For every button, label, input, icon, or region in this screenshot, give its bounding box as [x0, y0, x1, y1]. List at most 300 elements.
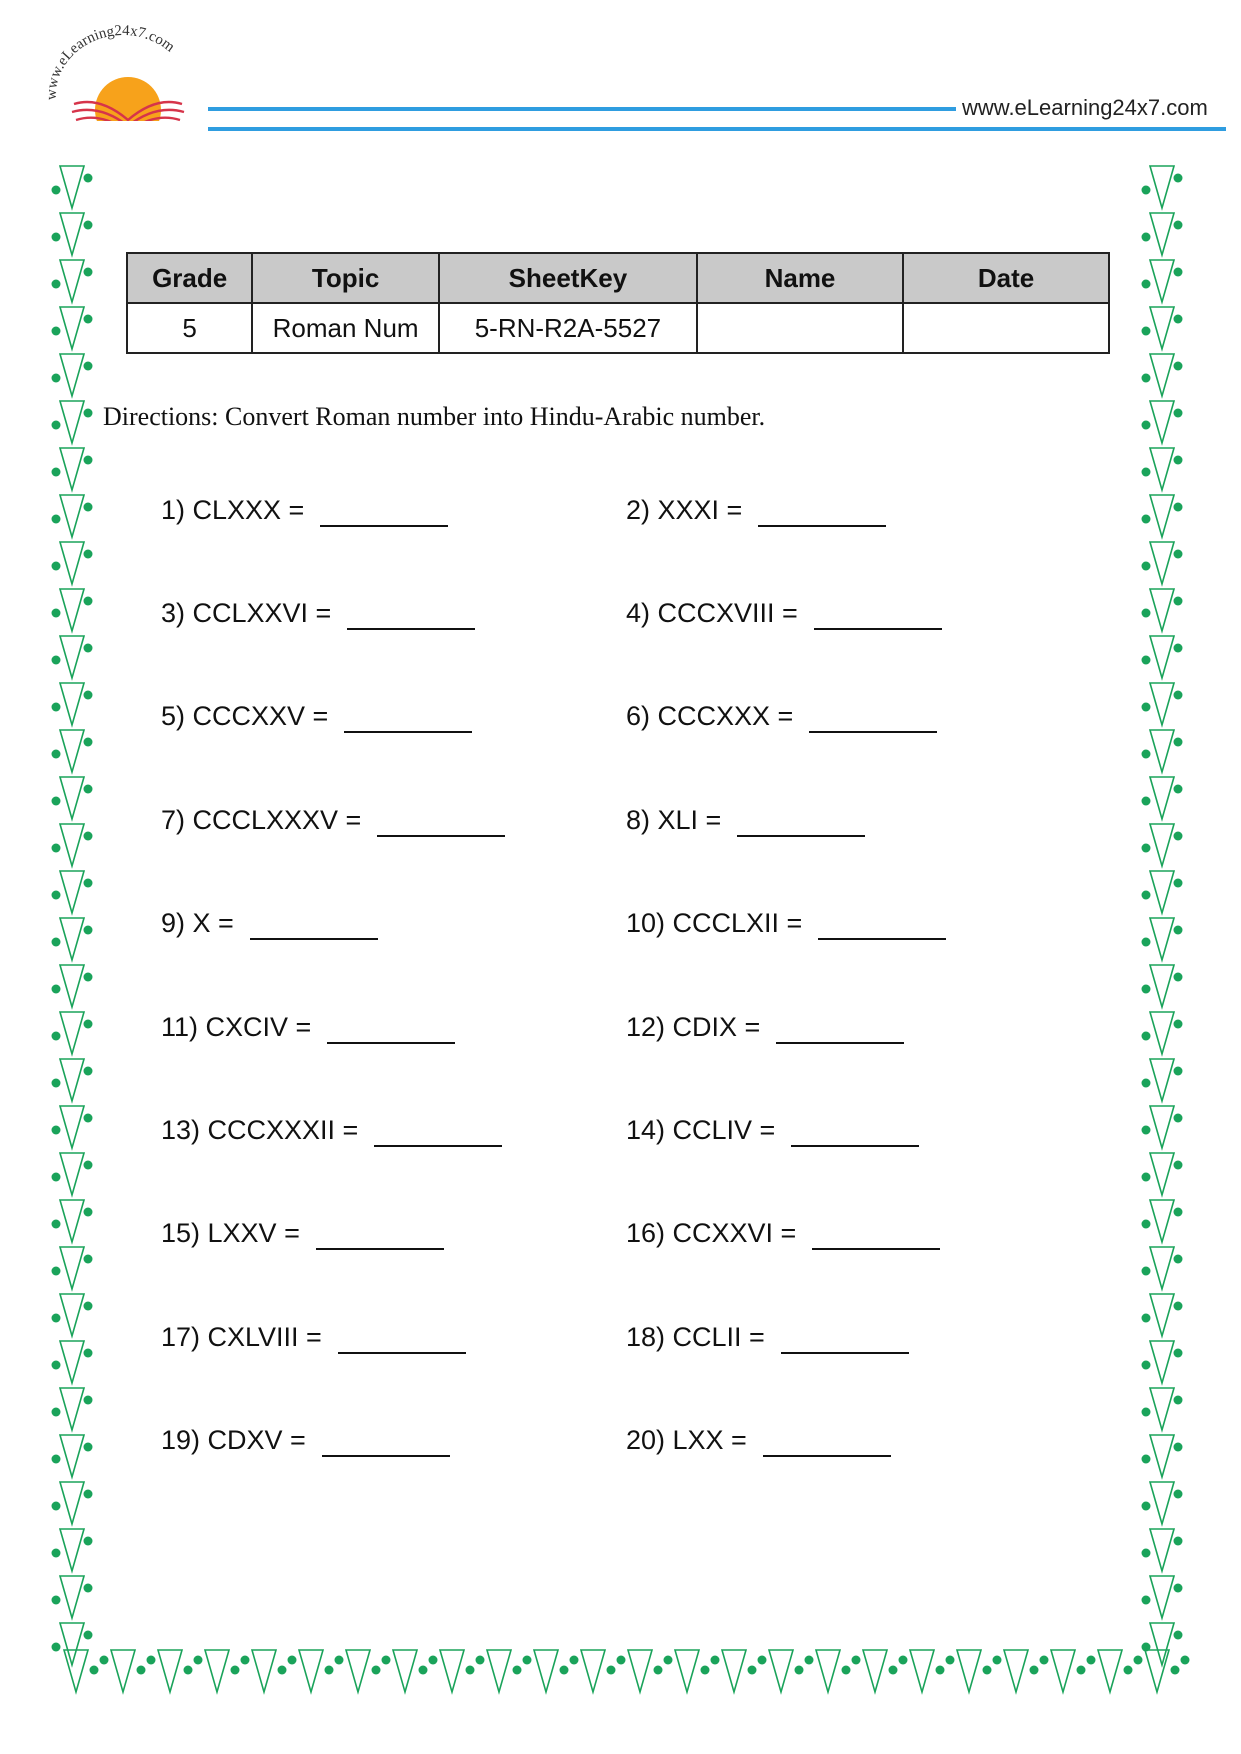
question-text: 18) CCLII = [626, 1322, 765, 1352]
answer-blank[interactable] [344, 730, 472, 733]
border-triangle [60, 1247, 84, 1289]
border-triangle [205, 1650, 229, 1692]
border-triangle [1150, 871, 1174, 913]
border-dot [90, 1666, 99, 1675]
border-dot [84, 832, 93, 841]
border-dot [946, 1656, 955, 1665]
border-dot [52, 797, 61, 806]
date-field[interactable] [903, 303, 1109, 353]
border-dot [1142, 280, 1151, 289]
border-dot [617, 1656, 626, 1665]
border-triangle [60, 683, 84, 725]
border-dot [84, 738, 93, 747]
border-dot [1174, 174, 1183, 183]
border-triangle [1150, 683, 1174, 725]
question-text: 15) LXXV = [161, 1218, 300, 1248]
border-dot [1174, 1302, 1183, 1311]
border-bottom [44, 1640, 1194, 1700]
question-item [626, 598, 942, 629]
question-text: 19) CDXV = [161, 1425, 306, 1455]
border-triangle [60, 307, 84, 349]
border-dot [1174, 1208, 1183, 1217]
question-text: 4) CCCXVIII = [626, 598, 798, 628]
answer-blank[interactable] [338, 1351, 466, 1354]
question-item [626, 1218, 940, 1249]
border-dot [1142, 1408, 1151, 1417]
border-triangle [1150, 1388, 1174, 1430]
border-dot [1134, 1656, 1143, 1665]
info-table-header-row [127, 253, 1109, 303]
border-dot [429, 1656, 438, 1665]
border-dot [1142, 1549, 1151, 1558]
border-dot [1174, 1114, 1183, 1123]
border-dot [84, 1208, 93, 1217]
border-dot [1174, 503, 1183, 512]
border-triangle [1150, 213, 1174, 255]
header-url: www.eLearning24x7.com [962, 95, 1208, 120]
border-triangle [60, 871, 84, 913]
border-dot [52, 280, 61, 289]
answer-blank[interactable] [776, 1041, 904, 1044]
topic-value: Roman Num [252, 303, 439, 353]
border-triangle [60, 589, 84, 631]
border-dot [278, 1666, 287, 1675]
border-triangle [60, 401, 84, 443]
border-dot [1142, 656, 1151, 665]
border-dot [1174, 1396, 1183, 1405]
border-dot [1142, 985, 1151, 994]
border-dot [1174, 409, 1183, 418]
border-triangle [60, 1059, 84, 1101]
border-dot [1174, 1067, 1183, 1076]
border-triangle [1150, 495, 1174, 537]
border-triangle [1150, 1106, 1174, 1148]
border-dot [523, 1656, 532, 1665]
border-dot [1142, 1032, 1151, 1041]
question-item [161, 1322, 466, 1353]
border-dot [231, 1666, 240, 1675]
question-text: 11) CXCIV = [161, 1012, 312, 1042]
question-item [626, 1012, 904, 1043]
border-triangle [440, 1650, 464, 1692]
border-dot [1174, 1490, 1183, 1499]
answer-blank[interactable] [781, 1351, 909, 1354]
answer-blank[interactable] [818, 937, 946, 940]
border-triangle [60, 260, 84, 302]
info-table-value-row [127, 303, 1109, 353]
border-triangle [60, 1482, 84, 1524]
border-triangle [1150, 1200, 1174, 1242]
border-dot [1174, 550, 1183, 559]
border-dot [1174, 1443, 1183, 1452]
border-dot [84, 1349, 93, 1358]
question-item [161, 1012, 455, 1043]
border-triangle [60, 636, 84, 678]
border-triangle [1150, 1294, 1174, 1336]
border-triangle [60, 965, 84, 1007]
border-triangle [1150, 166, 1174, 208]
border-triangle [1098, 1650, 1122, 1692]
border-dot [52, 374, 61, 383]
answer-blank[interactable] [347, 627, 475, 630]
border-triangle [1150, 401, 1174, 443]
border-triangle [60, 1529, 84, 1571]
border-triangle [60, 1106, 84, 1148]
answer-blank[interactable] [374, 1144, 502, 1147]
border-right [1134, 162, 1194, 1702]
border-dot [1174, 691, 1183, 700]
answer-blank[interactable] [322, 1454, 450, 1457]
question-item [626, 1425, 891, 1456]
border-triangle [64, 1650, 88, 1692]
border-triangle [1150, 448, 1174, 490]
border-dot [52, 703, 61, 712]
border-dot [1174, 1631, 1183, 1640]
border-dot [52, 1173, 61, 1182]
question-item [626, 1322, 909, 1353]
border-triangle [1150, 589, 1174, 631]
border-triangle [60, 730, 84, 772]
border-dot [1174, 1255, 1183, 1264]
border-dot [1174, 1349, 1183, 1358]
answer-blank[interactable] [814, 627, 942, 630]
border-triangle [1150, 1435, 1174, 1477]
border-dot [84, 315, 93, 324]
border-dot [805, 1656, 814, 1665]
border-triangle [60, 213, 84, 255]
border-dot [560, 1666, 569, 1675]
question-item [161, 805, 505, 836]
border-triangle [1150, 1012, 1174, 1054]
border-dot [513, 1666, 522, 1675]
question-item [161, 908, 378, 939]
border-dot [1124, 1666, 1133, 1675]
border-dot [1142, 515, 1151, 524]
border-dot [795, 1666, 804, 1675]
header-name: Name [697, 253, 903, 303]
border-dot [241, 1656, 250, 1665]
question-text: 7) CCCLXXXV = [161, 805, 362, 835]
border-dot [52, 468, 61, 477]
border-dot [1142, 327, 1151, 336]
border-dot [993, 1656, 1002, 1665]
border-triangle [487, 1650, 511, 1692]
answer-blank[interactable] [758, 524, 886, 527]
border-dot [84, 362, 93, 371]
answer-blank[interactable] [316, 1247, 444, 1250]
elearning-logo [44, 22, 214, 152]
border-dot [1174, 221, 1183, 230]
border-dot [52, 1361, 61, 1370]
border-left [44, 162, 104, 1702]
border-dot [1142, 1173, 1151, 1182]
border-dot [52, 938, 61, 947]
border-dot [899, 1656, 908, 1665]
border-dot [1142, 1455, 1151, 1464]
question-text: 14) CCLIV = [626, 1115, 776, 1145]
border-triangle [1150, 542, 1174, 584]
border-dot [664, 1656, 673, 1665]
border-triangle [1145, 1650, 1169, 1692]
border-triangle [60, 1012, 84, 1054]
border-dot [758, 1656, 767, 1665]
question-text: 1) CLXXX = [161, 495, 305, 525]
question-item [161, 1218, 444, 1249]
question-text: 6) CCCXXX = [626, 701, 794, 731]
border-dot [570, 1656, 579, 1665]
border-dot [84, 1584, 93, 1593]
border-dot [84, 1490, 93, 1499]
border-dot [1087, 1656, 1096, 1665]
border-triangle [393, 1650, 417, 1692]
border-triangle [1150, 636, 1174, 678]
border-dot [1142, 891, 1151, 900]
answer-blank[interactable] [737, 834, 865, 837]
border-triangle [1150, 307, 1174, 349]
border-dot [1174, 268, 1183, 277]
border-triangle [60, 1200, 84, 1242]
border-dot [52, 1220, 61, 1229]
info-table [126, 252, 1110, 354]
directions-text: Directions: Convert Roman number into Hindu-Arabic number. [103, 402, 766, 431]
border-dot [983, 1666, 992, 1675]
border-triangle [111, 1650, 135, 1692]
border-dot [1142, 186, 1151, 195]
border-dot [52, 609, 61, 618]
border-triangle [60, 1341, 84, 1383]
question-text: 5) CCCXXV = [161, 701, 329, 731]
question-item [626, 1115, 919, 1146]
border-triangle [60, 166, 84, 208]
border-dot [1040, 1656, 1049, 1665]
answer-blank[interactable] [250, 937, 378, 940]
border-triangle [60, 1153, 84, 1195]
border-triangle [1004, 1650, 1028, 1692]
answer-blank[interactable] [327, 1041, 455, 1044]
border-dot [52, 1126, 61, 1135]
border-dot [52, 1596, 61, 1605]
border-dot [84, 1067, 93, 1076]
border-dot [936, 1666, 945, 1675]
border-dot [476, 1656, 485, 1665]
border-dot [52, 233, 61, 242]
border-dot [84, 174, 93, 183]
border-dot [52, 562, 61, 571]
border-triangle [346, 1650, 370, 1692]
answer-blank[interactable] [791, 1144, 919, 1147]
border-triangle [60, 495, 84, 537]
question-item [626, 495, 886, 526]
border-dot [52, 1267, 61, 1276]
border-dot [1142, 1314, 1151, 1323]
border-triangle [60, 918, 84, 960]
border-dot [1142, 562, 1151, 571]
border-dot [84, 409, 93, 418]
border-triangle [60, 1294, 84, 1336]
border-triangle [1150, 730, 1174, 772]
border-dot [84, 456, 93, 465]
border-dot [52, 1455, 61, 1464]
border-dot [1174, 926, 1183, 935]
border-triangle [60, 1388, 84, 1430]
border-triangle [1150, 777, 1174, 819]
border-dot [84, 597, 93, 606]
question-item [161, 701, 472, 732]
border-triangle [1150, 1482, 1174, 1524]
border-dot [889, 1666, 898, 1675]
border-dot [1174, 1584, 1183, 1593]
border-dot [1142, 233, 1151, 242]
border-dot [335, 1656, 344, 1665]
border-dot [1174, 1537, 1183, 1546]
border-dot [52, 1502, 61, 1511]
header-sheetkey: SheetKey [439, 253, 697, 303]
border-dot [52, 1079, 61, 1088]
border-triangle [957, 1650, 981, 1692]
border-dot [1174, 738, 1183, 747]
border-dot [184, 1666, 193, 1675]
border-dot [194, 1656, 203, 1665]
border-dot [52, 844, 61, 853]
border-dot [1142, 468, 1151, 477]
border-dot [52, 421, 61, 430]
border-dot [419, 1666, 428, 1675]
answer-blank[interactable] [377, 834, 505, 837]
question-text: 20) LXX = [626, 1425, 747, 1455]
border-dot [52, 891, 61, 900]
border-dot [1174, 456, 1183, 465]
border-dot [1142, 374, 1151, 383]
border-dot [1174, 785, 1183, 794]
border-dot [1174, 597, 1183, 606]
border-triangle [1150, 1059, 1174, 1101]
border-dot [852, 1656, 861, 1665]
border-dot [84, 644, 93, 653]
border-dot [52, 656, 61, 665]
border-triangle [1150, 1341, 1174, 1383]
border-dot [84, 1255, 93, 1264]
border-dot [654, 1666, 663, 1675]
border-dot [1142, 1596, 1151, 1605]
question-text: 9) X = [161, 908, 234, 938]
border-triangle [722, 1650, 746, 1692]
border-dot [52, 327, 61, 336]
border-triangle [534, 1650, 558, 1692]
border-dot [1174, 362, 1183, 371]
border-dot [84, 973, 93, 982]
border-dot [84, 1631, 93, 1640]
question-text: 12) CDIX = [626, 1012, 761, 1042]
question-text: 10) CCCLXII = [626, 908, 803, 938]
border-dot [1142, 750, 1151, 759]
border-triangle [816, 1650, 840, 1692]
border-dot [137, 1666, 146, 1675]
border-dot [52, 515, 61, 524]
border-dot [701, 1666, 710, 1675]
name-field[interactable] [697, 303, 903, 353]
question-item [161, 1425, 450, 1456]
border-triangle [1150, 918, 1174, 960]
border-triangle [1150, 1529, 1174, 1571]
header-date: Date [903, 253, 1109, 303]
header-topic: Topic [252, 253, 439, 303]
border-triangle [60, 824, 84, 866]
border-dot [84, 268, 93, 277]
border-dot [1174, 832, 1183, 841]
question-item [626, 805, 865, 836]
border-triangle [60, 448, 84, 490]
border-dot [84, 691, 93, 700]
grade-value: 5 [127, 303, 252, 353]
border-dot [84, 221, 93, 230]
border-dot [84, 550, 93, 559]
logo-text: www.eLearning24x7.com [44, 22, 178, 101]
border-dot [1142, 421, 1151, 430]
border-dot [1171, 1666, 1180, 1675]
border-dot [1142, 1267, 1151, 1276]
border-triangle [1150, 260, 1174, 302]
question-text: 16) CCXXVI = [626, 1218, 797, 1248]
border-triangle [1150, 1576, 1174, 1618]
question-item [161, 1115, 502, 1146]
answer-blank[interactable] [809, 730, 937, 733]
border-dot [1174, 973, 1183, 982]
border-dot [1181, 1656, 1190, 1665]
border-dot [1174, 315, 1183, 324]
border-dot [711, 1656, 720, 1665]
question-item [626, 908, 946, 939]
border-triangle [60, 542, 84, 584]
border-triangle [60, 1435, 84, 1477]
border-dot [1142, 1220, 1151, 1229]
border-dot [1142, 1361, 1151, 1370]
border-triangle [769, 1650, 793, 1692]
border-dot [1142, 609, 1151, 618]
border-dot [84, 785, 93, 794]
answer-blank[interactable] [812, 1247, 940, 1250]
sheetkey-value: 5-RN-R2A-5527 [439, 303, 697, 353]
border-triangle [1150, 1247, 1174, 1289]
border-dot [84, 1161, 93, 1170]
border-dot [382, 1656, 391, 1665]
border-dot [1142, 1126, 1151, 1135]
border-dot [84, 1020, 93, 1029]
border-dot [1077, 1666, 1086, 1675]
border-dot [748, 1666, 757, 1675]
question-item [161, 598, 475, 629]
border-dot [84, 503, 93, 512]
border-dot [1174, 644, 1183, 653]
answer-blank[interactable] [763, 1454, 891, 1457]
border-dot [1142, 1079, 1151, 1088]
border-dot [1142, 938, 1151, 947]
border-dot [100, 1656, 109, 1665]
border-dot [147, 1656, 156, 1665]
border-dot [325, 1666, 334, 1675]
border-triangle [581, 1650, 605, 1692]
border-triangle [1150, 824, 1174, 866]
border-dot [52, 186, 61, 195]
header-rule-bottom [208, 127, 1226, 131]
border-dot [842, 1666, 851, 1675]
border-triangle [1150, 1153, 1174, 1195]
border-dot [52, 985, 61, 994]
border-triangle [863, 1650, 887, 1692]
answer-blank[interactable] [320, 524, 448, 527]
border-dot [52, 1314, 61, 1323]
border-dot [52, 1032, 61, 1041]
border-dot [288, 1656, 297, 1665]
